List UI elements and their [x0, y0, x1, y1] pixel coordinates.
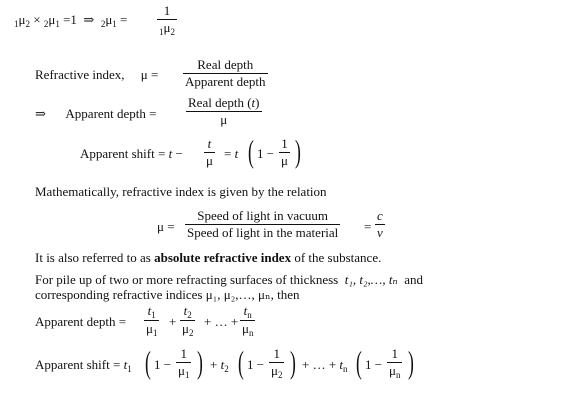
apparent-depth-sum-label: Apparent depth = — [35, 314, 127, 329]
plus-dots-tn: + … + $t_n$ — [302, 357, 348, 374]
plus-dots: + … + — [204, 314, 239, 329]
fraction-tn-mun: $\frac{t_n}{\mu_n}$ — [242, 303, 254, 338]
one-minus-2: 1 − — [247, 357, 265, 372]
refractive-index-label: Refractive index, μ = — [35, 67, 159, 82]
paren-close-n: ) — [408, 344, 414, 380]
fraction-one-over-mu: $\frac{1}{_1\mu_2}$ — [159, 3, 175, 37]
fraction-real-over-apparent: Real depth Apparent depth — [185, 57, 266, 89]
one-minus-1: 1 − — [154, 357, 172, 372]
paren-open-1: ( — [145, 344, 151, 380]
paren-open: ( — [248, 133, 254, 169]
apparent-depth-eq: ⇒ Apparent depth = — [35, 106, 157, 121]
fraction-one-mu1: $\frac{1}{\mu_1}$ — [178, 346, 190, 380]
apparent-shift-eq: Apparent shift = t − — [80, 146, 183, 161]
equation-reciprocal: $_1\mu_2 \times _2\mu_1 =1$ ⇒ $_2\mu_1$ = — [14, 12, 128, 29]
fraction-speed-of-light: Speed of light in vacuum Speed of light in the material — [187, 208, 339, 240]
apparent-shift-rhs: = t — [224, 146, 239, 161]
plus-1: + — [169, 314, 177, 329]
fraction-one-mun: $\frac{1}{\mu_n}$ — [389, 346, 401, 380]
paren-open-n: ( — [356, 344, 362, 380]
pile-line1: For pile up of two or more refracting surfaces of thickness t₁, t₂,…, tₙ and — [35, 272, 423, 287]
one-minus-n: 1 − — [365, 357, 383, 372]
apparent-shift-sum-label: Apparent shift = $t_1$ — [35, 357, 132, 374]
paren-close-1: ) — [197, 344, 203, 380]
paren-close-2: ) — [290, 344, 296, 380]
fraction-one-mu2: $\frac{1}{\mu_2}$ — [271, 346, 283, 380]
apparent-shift-one: 1 − — [257, 146, 275, 161]
fraction-t-over-mu: $\frac{t}{\mu}$ — [206, 136, 213, 168]
plus-t2: + $t_2$ — [210, 357, 229, 374]
fraction-c-over-v: $\frac{c}{v}$ — [377, 208, 383, 240]
paren-open-2: ( — [238, 344, 244, 380]
pile-line2: corresponding refractive indices μ₁, μ₂,…, μₙ, then — [35, 287, 300, 302]
absolute-refractive-text: It is also referred to as absolute refractive index of the substance. — [35, 250, 382, 265]
paren-close: ) — [295, 133, 301, 169]
fraction-t1-mu1: $\frac{t_1}{\mu_1}$ — [146, 303, 158, 338]
speed-eq2: = — [364, 219, 372, 234]
speed-of-light-eq: μ = — [157, 219, 175, 234]
fraction-t2-mu2: $\frac{t_2}{\mu_2}$ — [182, 303, 194, 338]
fraction-one-over-mu-2: $\frac{1}{\mu}$ — [281, 136, 288, 168]
fraction-real-depth-over-mu: Real depth (t) μ — [188, 95, 260, 127]
mathematically-text: Mathematically, refractive index is given by the relation — [35, 184, 327, 199]
